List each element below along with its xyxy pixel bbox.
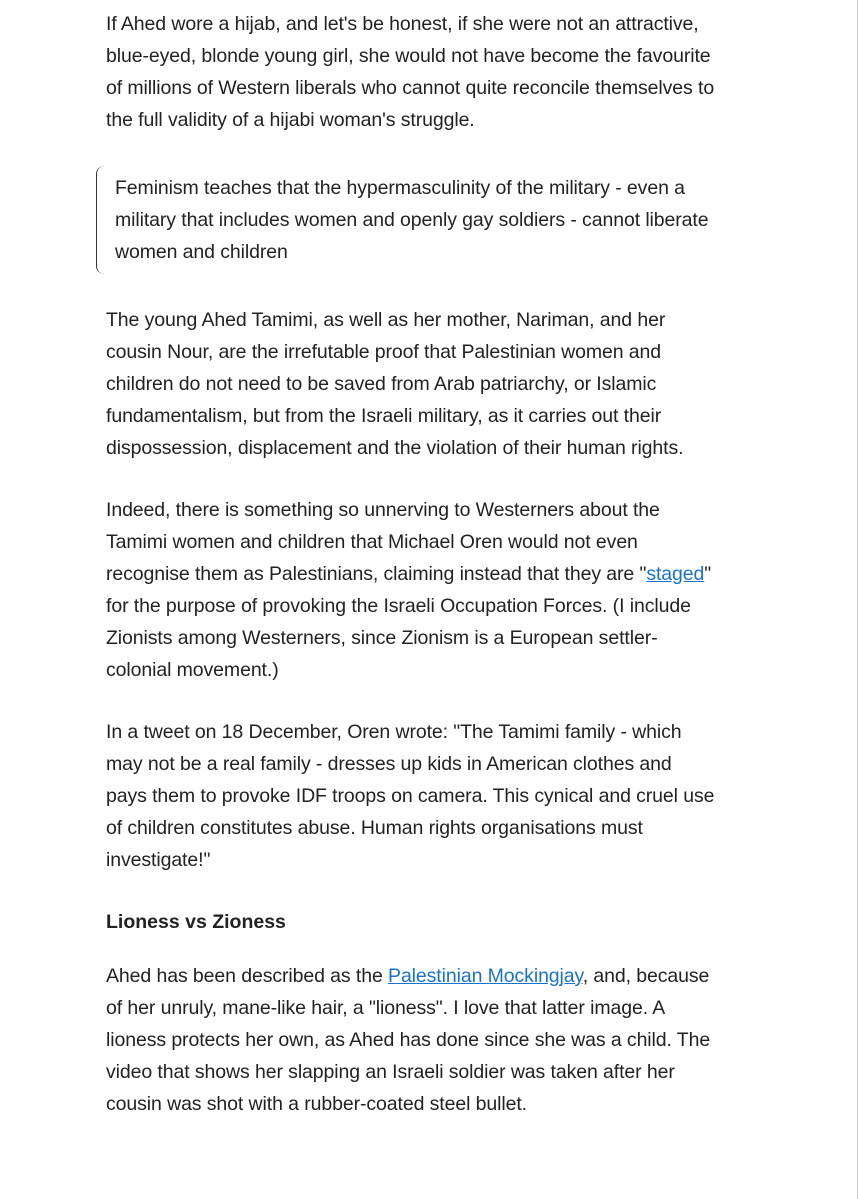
- pull-quote-text: Feminism teaches that the hypermasculinity of the military - even a military that includes women and openly gay soldiers - cannot liberate women and children: [115, 177, 709, 263]
- paragraph-5-text-before: Ahed has been described as the: [106, 965, 389, 987]
- page-edge-divider: [857, 0, 858, 1199]
- pull-quote: [96, 166, 716, 274]
- article-paragraph-1: If Ahed wore a hijab, and let's be honest, if she were not an attractive, blue-eyed, blonde young girl, she would not have become the favourite of millions of Western liberals who cannot quite reconcile themselves to the full validity of a hijabi woman's struggle.: [106, 13, 715, 131]
- article-paragraph-3: [106, 494, 716, 686]
- palestinian-mockingjay-link[interactable]: Palestinian Mockingjay: [388, 965, 583, 987]
- paragraph-5-text-after: , and, because of her unruly, mane-like hair, a "lioness". I love that latter image. A lioness protects her own, as Ahed has done since she was a child. The video that shows her slapping an Israeli soldier was taken after her cousin was shot with a rubber-coated steel bullet.: [106, 965, 711, 1115]
- staged-link[interactable]: staged: [646, 563, 705, 585]
- section-subheading: Lioness vs Zioness: [106, 911, 286, 933]
- article-paragraph-5: [106, 960, 716, 1120]
- article-paragraph-4: In a tweet on 18 December, Oren wrote: "The Tamimi family - which may not be a real family - dresses up kids in American clothes and pays them to provoke IDF troops on camera. This cynical and cruel use of children constitutes abuse. Human rights organisations must investigate!": [106, 721, 715, 871]
- article-paragraph-2: The young Ahed Tamimi, as well as her mother, Nariman, and her cousin Nour, are the irrefutable proof that Palestinian women and children do not need to be saved from Arab patriarchy, or Islamic fundamentalism, but from the Israeli military, as it carries out their dispossession, displacement and the violation of their human rights.: [106, 309, 684, 459]
- paragraph-3-text-after: " for the purpose of provoking the Israeli Occupation Forces. (I include Zionists among Westerners, since Zionism is a European settler-colonial movement.): [106, 563, 712, 681]
- paragraph-3-text-before: Indeed, there is something so unnerving to Westerners about the Tamimi women and children that Michael Oren would not even recognise them as Palestinians, claiming instead that they are ": [106, 499, 660, 585]
- article-body: [106, 8, 716, 1150]
